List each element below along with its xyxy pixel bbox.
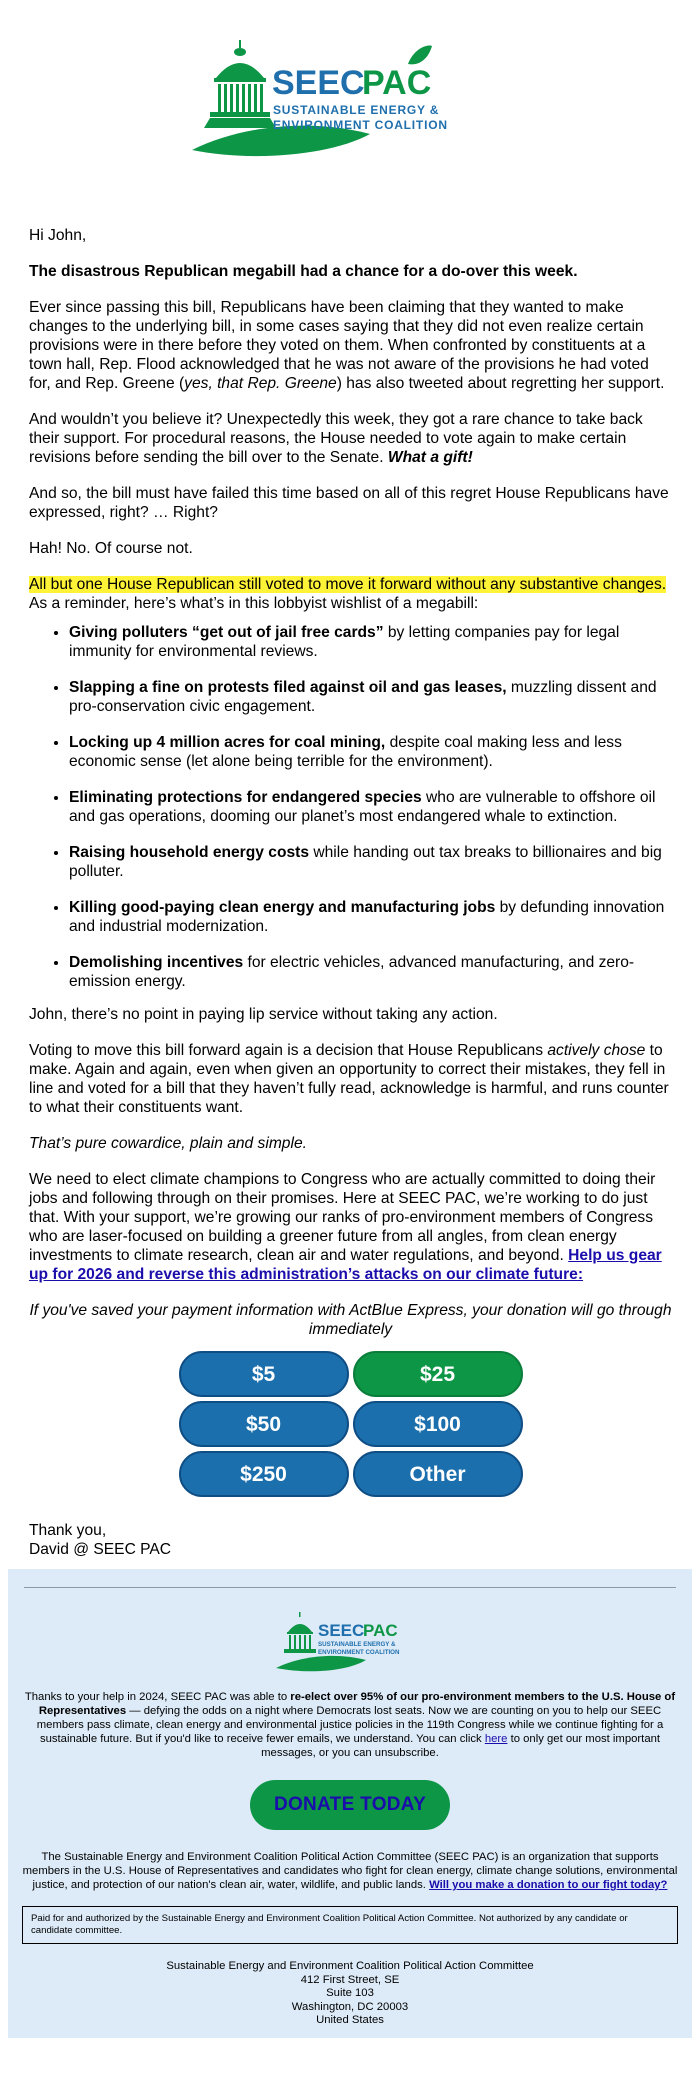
paragraph-3: And so, the bill must have failed this time based on all of this regret House Republicans have expressed, right? … Right? [29,485,669,521]
email-body [0,226,700,1559]
donation-link[interactable]: Will you make a donation to our fight today? [429,1879,668,1891]
footer-logo [270,1610,430,1674]
header-logo-area [0,0,700,216]
donate-other-button[interactable]: Other [353,1451,523,1497]
capitol-icon [204,40,276,128]
paragraph-4: Hah! No. Of course not. [29,540,193,557]
list-item: • Raising household energy costs while handing out tax breaks to billionaires and big polluter. [69,843,672,881]
seec-pac-logo [180,38,500,158]
divider [24,1587,676,1588]
greeting: Hi John, [29,227,87,244]
donate-50-button[interactable]: $50 [179,1401,349,1447]
donate-today-button[interactable]: DONATE TODAY [250,1780,450,1830]
paragraph-6: John, there’s no point in paying lip service without taking any action. [29,1006,498,1023]
footer [8,1569,692,2038]
footer-logo-tagline-1: SUSTAINABLE ENERGY & [318,1641,396,1648]
footer-about: The Sustainable Energy and Environment Coalition Political Action Committee (SEEC PAC) is an organization that supports members in the U.S. House of Representatives and candidates who fight for clean energy, climate change solutions, environmental justice, and protection of our nation's clean air, water, wildlife, and public lands. Will you make a donation to our fight today? [22,1851,678,1891]
paid-for-disclaimer: Paid for and authorized by the Sustainable Energy and Environment Coalition Political Action Committee. Not authorized by any candidate or candidate committee. [22,1906,678,1944]
highlighted-text: All but one House Republican still voted to move it forward without any substantive changes. [29,576,667,593]
mailing-address: Sustainable Energy and Environment Coalition Political Action Committee 412 First Street, SE Suite 103 Washington, DC 20003 United States [166,1960,534,2026]
paragraph-9: We need to elect climate champions to Congress who are actually committed to doing their jobs and following through on their promises. Here at SEEC PAC, we’re working to do just that. With your support, we’re growing our ranks of pro-environment members of Congress who are laser-focused on building a greener future from all angles, from clean energy investments to climate research, clean air and water regulations, and beyond. Help us gear up for 2026 and reverse this administration’s attacks on our climate future: [29,1171,662,1283]
logo-seec-text: SEEC [272,64,365,102]
logo-pac-text: PAC [362,64,432,102]
signoff: Thank you, David @ SEEC PAC [29,1522,172,1558]
footer-logo-pac-text: PAC [363,1621,398,1640]
logo-tagline-1: SUSTAINABLE ENERGY & [273,103,440,117]
footer-thanks: Thanks to your help in 2024, SEEC PAC was able to re-elect over 95% of our pro-environment members to the U.S. House of Representatives — defying the odds on a night where Democrats lost seats. Now we are counting on you to help our SEEC members pass climate, clean energy and environmental justice policies in the 119th Congress while we continue fighting for a sustainable future. But if you'd like to receive fewer emails, we understand. You can click here to only get our most important messages, or you can unsubscribe. [24,1691,676,1759]
list-item: • Locking up 4 million acres for coal mining, despite coal making less and less economic sense (let alone being terrible for the environment). [69,733,672,771]
list-item: • Giving polluters “get out of jail free cards” by letting companies pay for legal immunity for environmental reviews. [69,623,672,661]
donate-25-button[interactable]: $25 [353,1351,523,1397]
logo-tagline-2: ENVIRONMENT COALITION [273,118,448,132]
paragraph-8: That’s pure cowardice, plain and simple. [29,1135,307,1152]
list-item: • Eliminating protections for endangered species who are vulnerable to offshore oil and gas operations, dooming our planet’s most endangered whale to extinction. [69,788,672,826]
paragraph-7: Voting to move this bill forward again is a decision that House Republicans actively chose to make. Again and again, even when given an opportunity to correct their mistakes, they fell in line and voted for a bill that they haven’t fully read, acknowledge is harmful, and runs counter to what their constituents want. [29,1042,669,1116]
paragraph-1: Ever since passing this bill, Republicans have been claiming that they wanted to make changes to the underlying bill, in some cases saying that they did not even realize certain provisions were in there before they voted on them. When confronted by constituents at a town hall, Rep. Flood acknowledged that he was not aware of the provisions he had voted for, and Rep. Greene (yes, that Rep. Greene) has also tweeted about regretting her support. [29,299,665,392]
donate-call-link[interactable]: Help us gear up for 2026 and reverse this administration’s attacks on our climate future: [29,1247,662,1283]
fewer-emails-link[interactable]: here [484,1733,508,1745]
donate-250-button[interactable]: $250 [179,1451,349,1497]
donate-100-button[interactable]: $100 [353,1401,523,1447]
wishlist [29,623,672,991]
leaf-swoosh-icon [276,1656,366,1671]
footer-logo-tagline-2: ENVIRONMENT COALITION [318,1649,400,1656]
paragraph-2: And wouldn’t you believe it? Unexpectedly this week, they got a rare chance to take back their support. For procedural reasons, the House needed to vote again to make certain revisions before sending the bill over to the Senate. What a gift! [29,411,643,466]
list-item: • Killing good-paying clean energy and manufacturing jobs by defunding innovation and industrial modernization. [69,898,672,936]
paragraph-5: All but one House Republican still voted to move it forward without any substantive changes. As a reminder, here’s what’s in this lobbyist wishlist of a megabill: [29,576,667,612]
list-item: • Demolishing incentives for electric vehicles, advanced manufacturing, and zero-emission energy. [69,953,672,991]
donate-5-button[interactable]: $5 [179,1351,349,1397]
footer-logo-seec-text: SEEC [318,1621,365,1640]
capitol-icon [284,1612,316,1653]
donation-buttons [29,1351,672,1497]
headline: The disastrous Republican megabill had a chance for a do-over this week. [29,263,578,280]
leaf-icon [408,46,432,65]
list-item: • Slapping a fine on protests filed against oil and gas leases, muzzling dissent and pro-conservation civic engagement. [69,678,672,716]
actblue-note: If you've saved your payment information with ActBlue Express, your donation will go through immediately [29,1302,672,1338]
